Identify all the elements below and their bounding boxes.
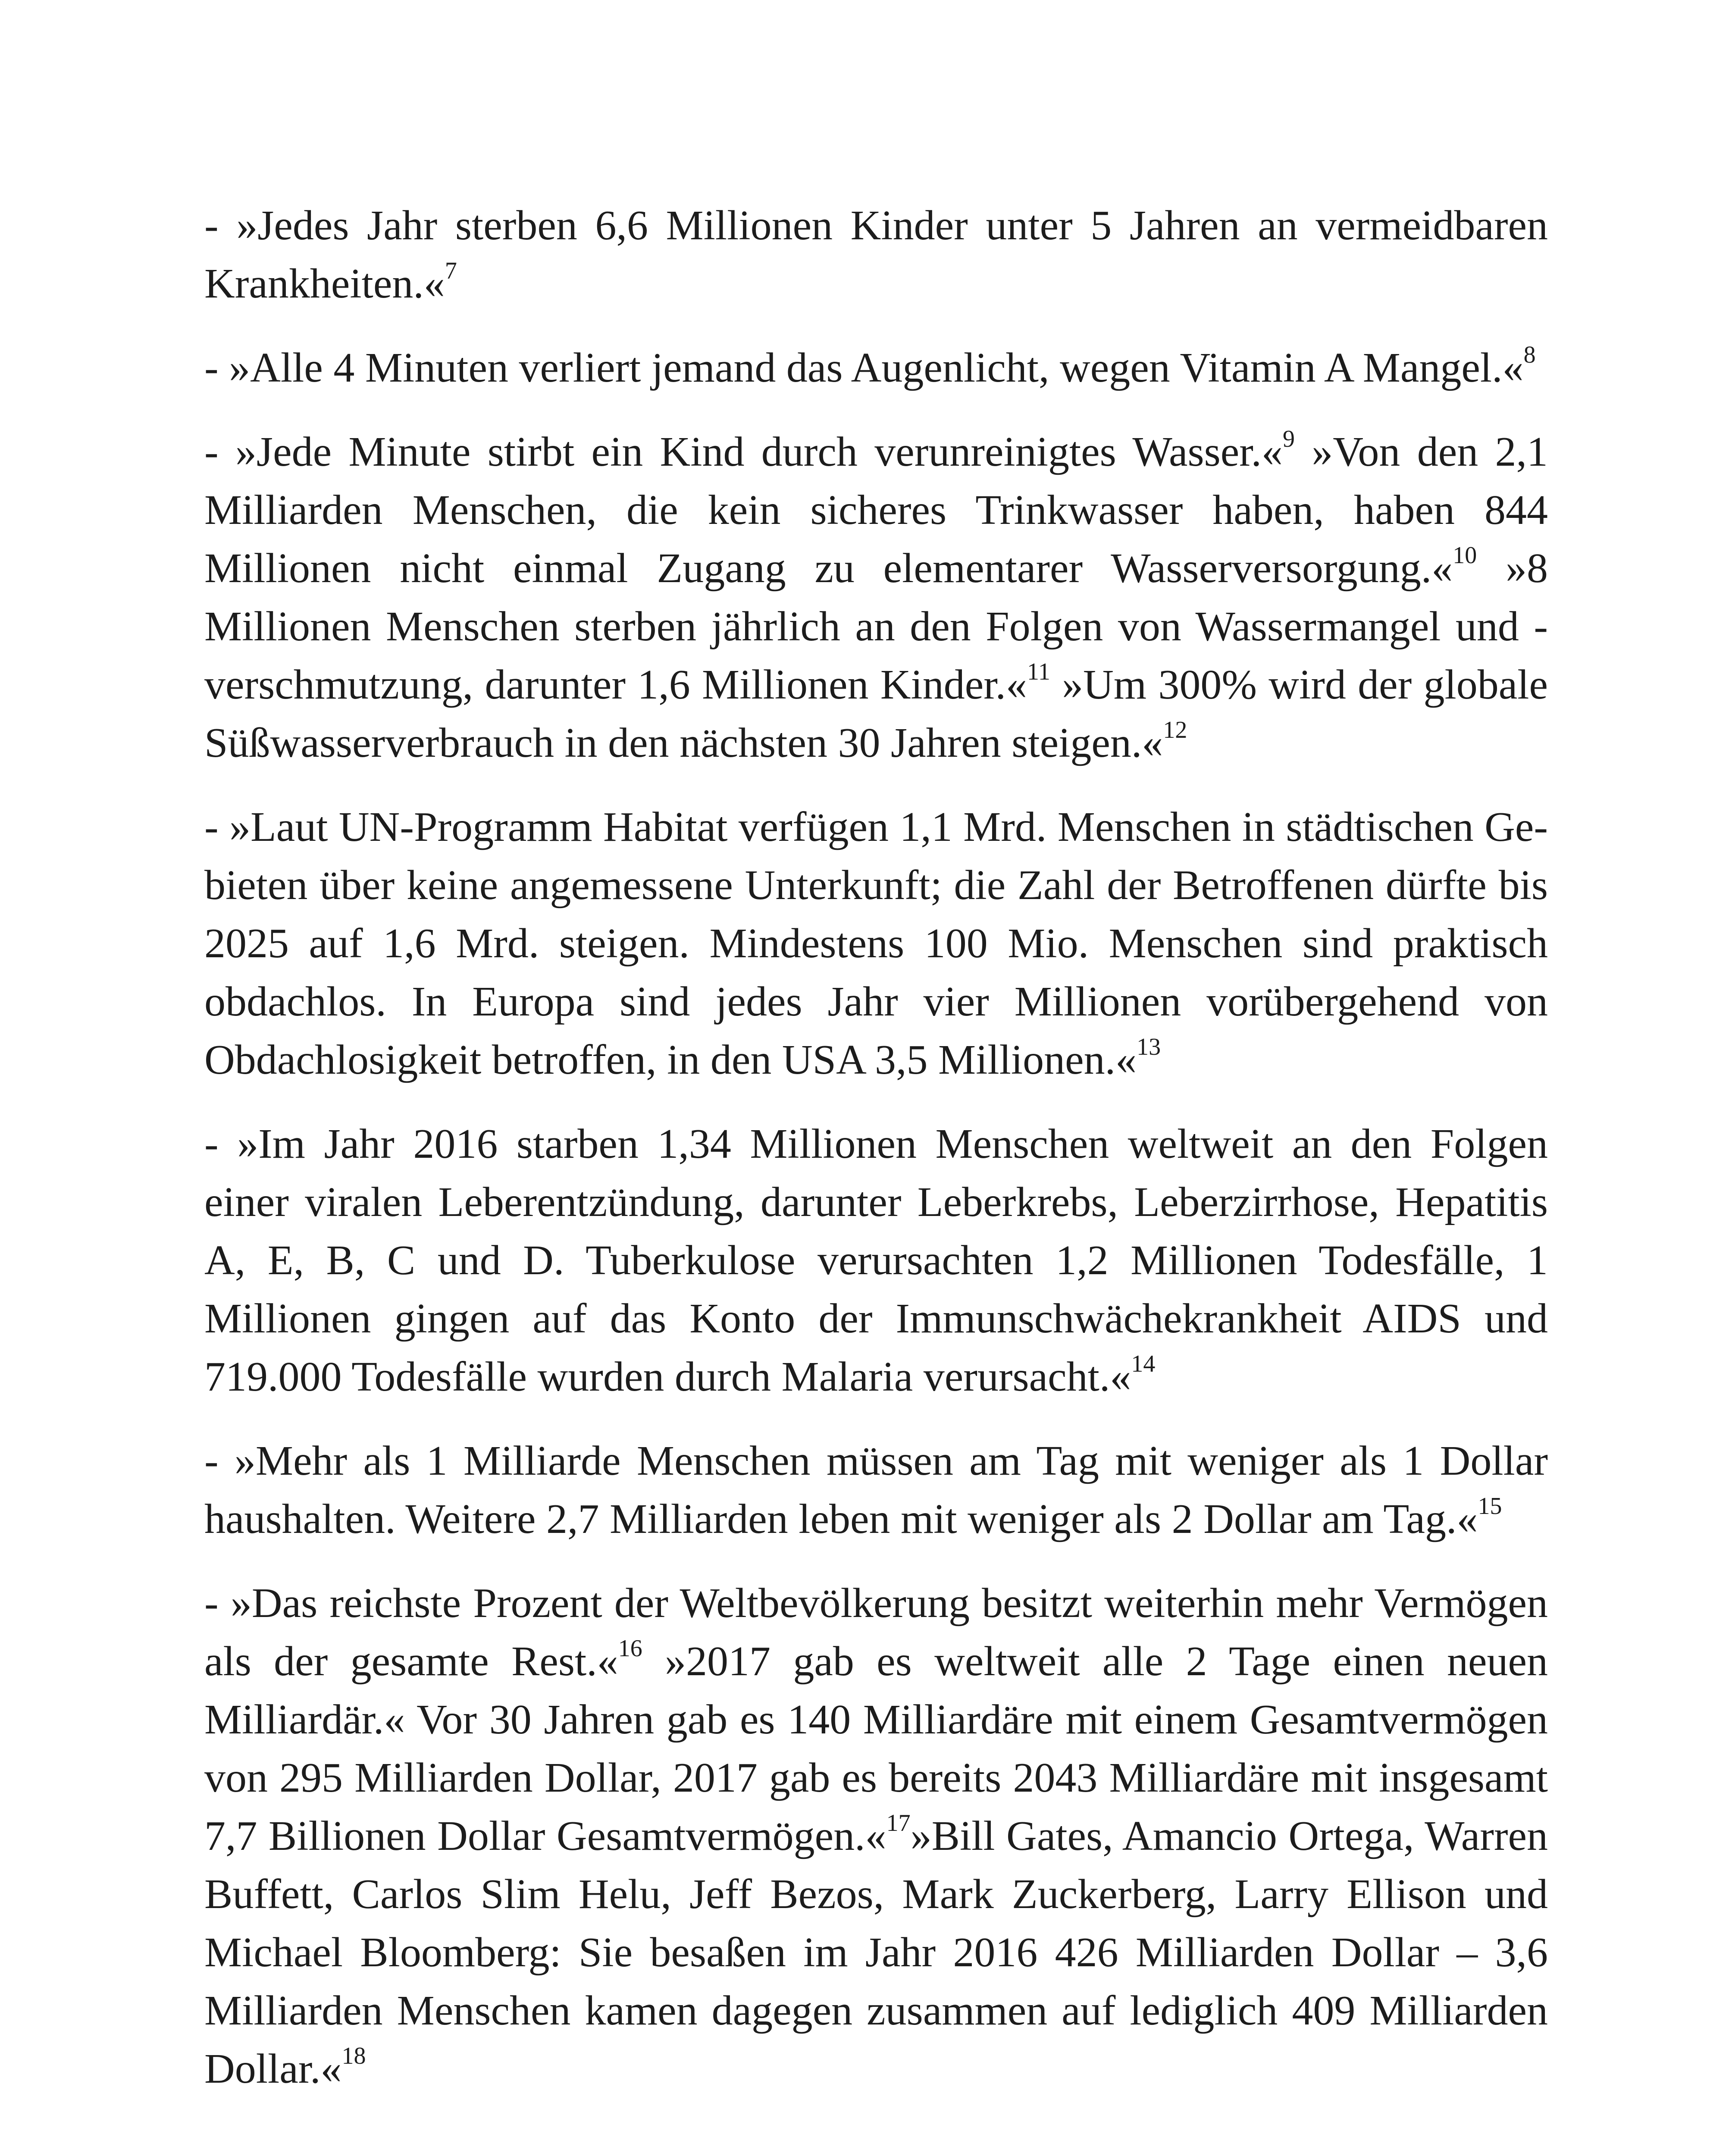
footnote-marker: 9 [1282, 426, 1295, 452]
paragraph [204, 423, 1548, 772]
paragraph [204, 1574, 1548, 2098]
paragraph-text: »8 Millionen Menschen sterben jährlich an den Folgen von Wassermangel und -verschmutzung, darunter 1,6 Millionen Kinder.« [204, 545, 1548, 708]
paragraph-text: »Von den 2,1 Milliarden Menschen, die kein sicheres Trinkwasser haben, haben 844 Millionen nicht einmal Zugang zu elementarer Wasserversorgung.« [204, 429, 1548, 592]
paragraph [204, 339, 1548, 397]
paragraph-text: - »Laut UN-Programm Habitat verfügen 1,1 Mrd. Menschen in städtischen Gebieten über keine angemessene Unterkunft; die Zahl der Betroffenen dürfte bis 2025 auf 1,6 Mrd. steigen. Mindestens 100 Mio. Menschen sind praktisch obdachlos. In Europa sind jedes Jahr vier Millionen vorübergehend von Obdachlosigkeit betroffen, in den USA 3,5 Millionen.« [204, 804, 1548, 1083]
paragraph-text: »Um 300% wird der globale Süßwasserverbrauch in den nächsten 30 Jahren steigen.« [204, 661, 1548, 766]
footnote-marker: 8 [1523, 342, 1536, 368]
paragraph-text: »Bill Gates, Amancio Ortega, Warren Buffett, Carlos Slim Helu, Jeff Bezos, Mark Zuckerberg, Larry Ellison und Michael Bloomberg: Sie besaßen im Jahr 2016 426 Milliarden Dollar – 3,6 Milliarden Menschen kamen dagegen zusammen auf lediglich 409 Milliarden Dollar.« [204, 1813, 1548, 2092]
footnote-marker: 7 [445, 257, 457, 284]
paragraph-list [204, 197, 1548, 2098]
paragraph [204, 1115, 1548, 1406]
footnote-marker: 16 [618, 1635, 642, 1662]
footnote-marker: 15 [1478, 1493, 1502, 1520]
footnote-marker: 10 [1453, 542, 1477, 569]
paragraph [204, 197, 1548, 313]
paragraph-text: - »Jede Minute stirbt ein Kind durch verunreinigtes Wasser.« [204, 429, 1283, 475]
paragraph-text: - »Das reichste Prozent der Weltbevölkerung besitzt weiterhin mehr Vermögen als der gesamte Rest.« [204, 1580, 1548, 1685]
paragraph [204, 1432, 1548, 1548]
footnote-marker: 13 [1137, 1034, 1161, 1060]
paragraph-text: »2017 gab es weltweit alle 2 Tage einen neuen Milliardär.« Vor 30 Jahren gab es 140 Milliardäre mit einem Gesamtvermögen von 295 Milliarden Dollar, 2017 gab es bereits 2043 Milliardäre mit insgesamt 7,7 Billionen Dollar Gesamtvermögen.« [204, 1638, 1548, 1859]
page-body [204, 197, 1548, 2124]
paragraph [204, 798, 1548, 1089]
footnote-marker: 18 [341, 2043, 366, 2069]
paragraph-text: - »Alle 4 Minuten verliert jemand das Augenlicht, wegen Vitamin A Mangel.« [204, 345, 1524, 391]
footnote-marker: 12 [1163, 717, 1187, 743]
paragraph-text: - »Mehr als 1 Milliarde Menschen müssen am Tag mit weniger als 1 Dollar haushalten. Weitere 2,7 Milliarden leben mit weniger als 2 Dollar am Tag.« [204, 1438, 1548, 1542]
footnote-marker: 14 [1131, 1351, 1156, 1377]
footnote-marker: 11 [1027, 658, 1050, 685]
paragraph-text: - »Im Jahr 2016 starben 1,34 Millionen Menschen weltweit an den Folgen einer viralen Leberentzündung, darunter Leberkrebs, Leberzirrhose, Hepatitis A, E, B, C und D. Tuberkulose verursachten 1,2 Millionen Todesfälle, 1 Millionen gingen auf das Konto der Immunschwächekrankheit AIDS und 719.000 Todesfälle wurden durch Malaria verursacht.« [204, 1121, 1548, 1400]
paragraph-text: - »Jedes Jahr sterben 6,6 Millionen Kinder unter 5 Jahren an vermeidbaren Krankheiten.« [204, 202, 1548, 307]
footnote-marker: 17 [886, 1810, 911, 1836]
